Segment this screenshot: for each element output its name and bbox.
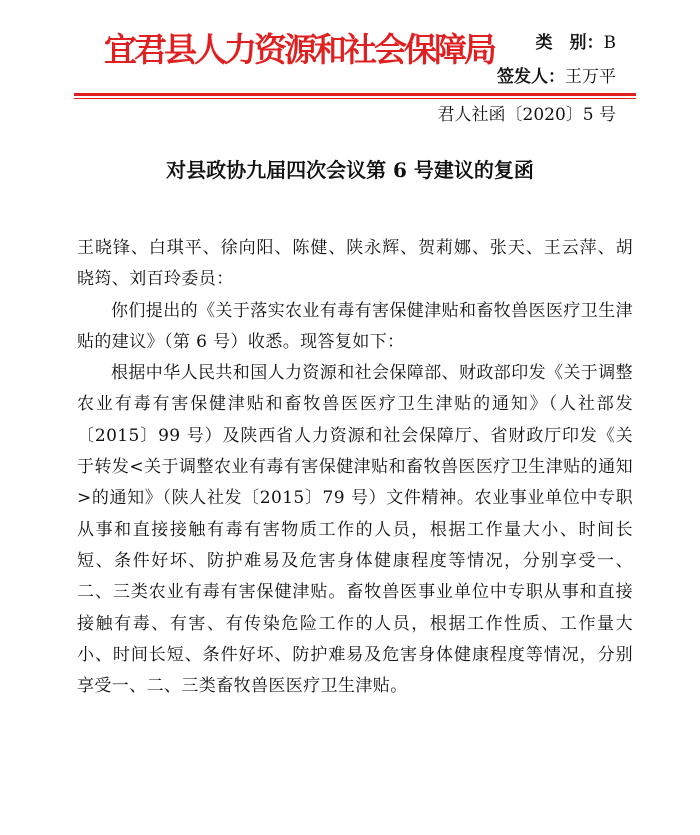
document-issuer (497, 66, 616, 88)
issuing-organization-name: 宜君县人力资源和社会保障局 (104, 30, 494, 69)
salutation: 王晓锋、白琪平、徐向阳、陈健、陕永辉、贺莉娜、张天、王云萍、胡晓筠、刘百玲委员： (77, 238, 633, 290)
header-red-rule-thin (74, 98, 636, 99)
document-category (536, 32, 617, 54)
issuer-label: 签发人： (497, 67, 565, 87)
document-number: 君人社函〔2020〕5 号 (437, 105, 616, 125)
header-red-rule-thick (74, 93, 636, 96)
body-paragraph-2: 根据中华人民共和国人力资源和社会保障部、财政部印发《关于调整农业有毒有害保健津贴和畜牧兽医医疗卫生津贴的通知》（人社部发〔2015〕99 号）及陕西省人力资源和社会保障厅、省财政厅印发《关于转发<关于调整农业有毒有害保健津贴和畜牧兽医医疗卫生津贴的通知>的通知》（陕人社发〔2015〕79 号）文件精神。农业事业单位中专职从事和直接接触有毒有害物质工作的人员，根据工作量大小、时间长短、条件好坏、防护难易及危害身体健康程度等情况，分别享受一、二、三类农业有毒有害保健津贴。畜牧兽医事业单位中专职从事和直接接触有毒、有害、有传染危险工作的人员，根据工作性质、工作量大小、时间长短、条件好坏、防护难易及危害身体健康程度等情况，分别享受一、二、三类畜牧兽医医疗卫生津贴。 (77, 363, 633, 697)
category-value: B (603, 33, 616, 53)
document-title: 对县政协九届四次会议第 6 号建议的复函 (166, 158, 534, 182)
body-paragraph-1: 你们提出的《关于落实农业有毒有害保健津贴和畜牧兽医医疗卫生津贴的建议》（第 6 号）收悉。现答复如下： (77, 300, 633, 352)
issuer-value: 王万平 (565, 67, 616, 87)
document-body (77, 233, 633, 702)
category-label: 类 别： (535, 33, 604, 53)
